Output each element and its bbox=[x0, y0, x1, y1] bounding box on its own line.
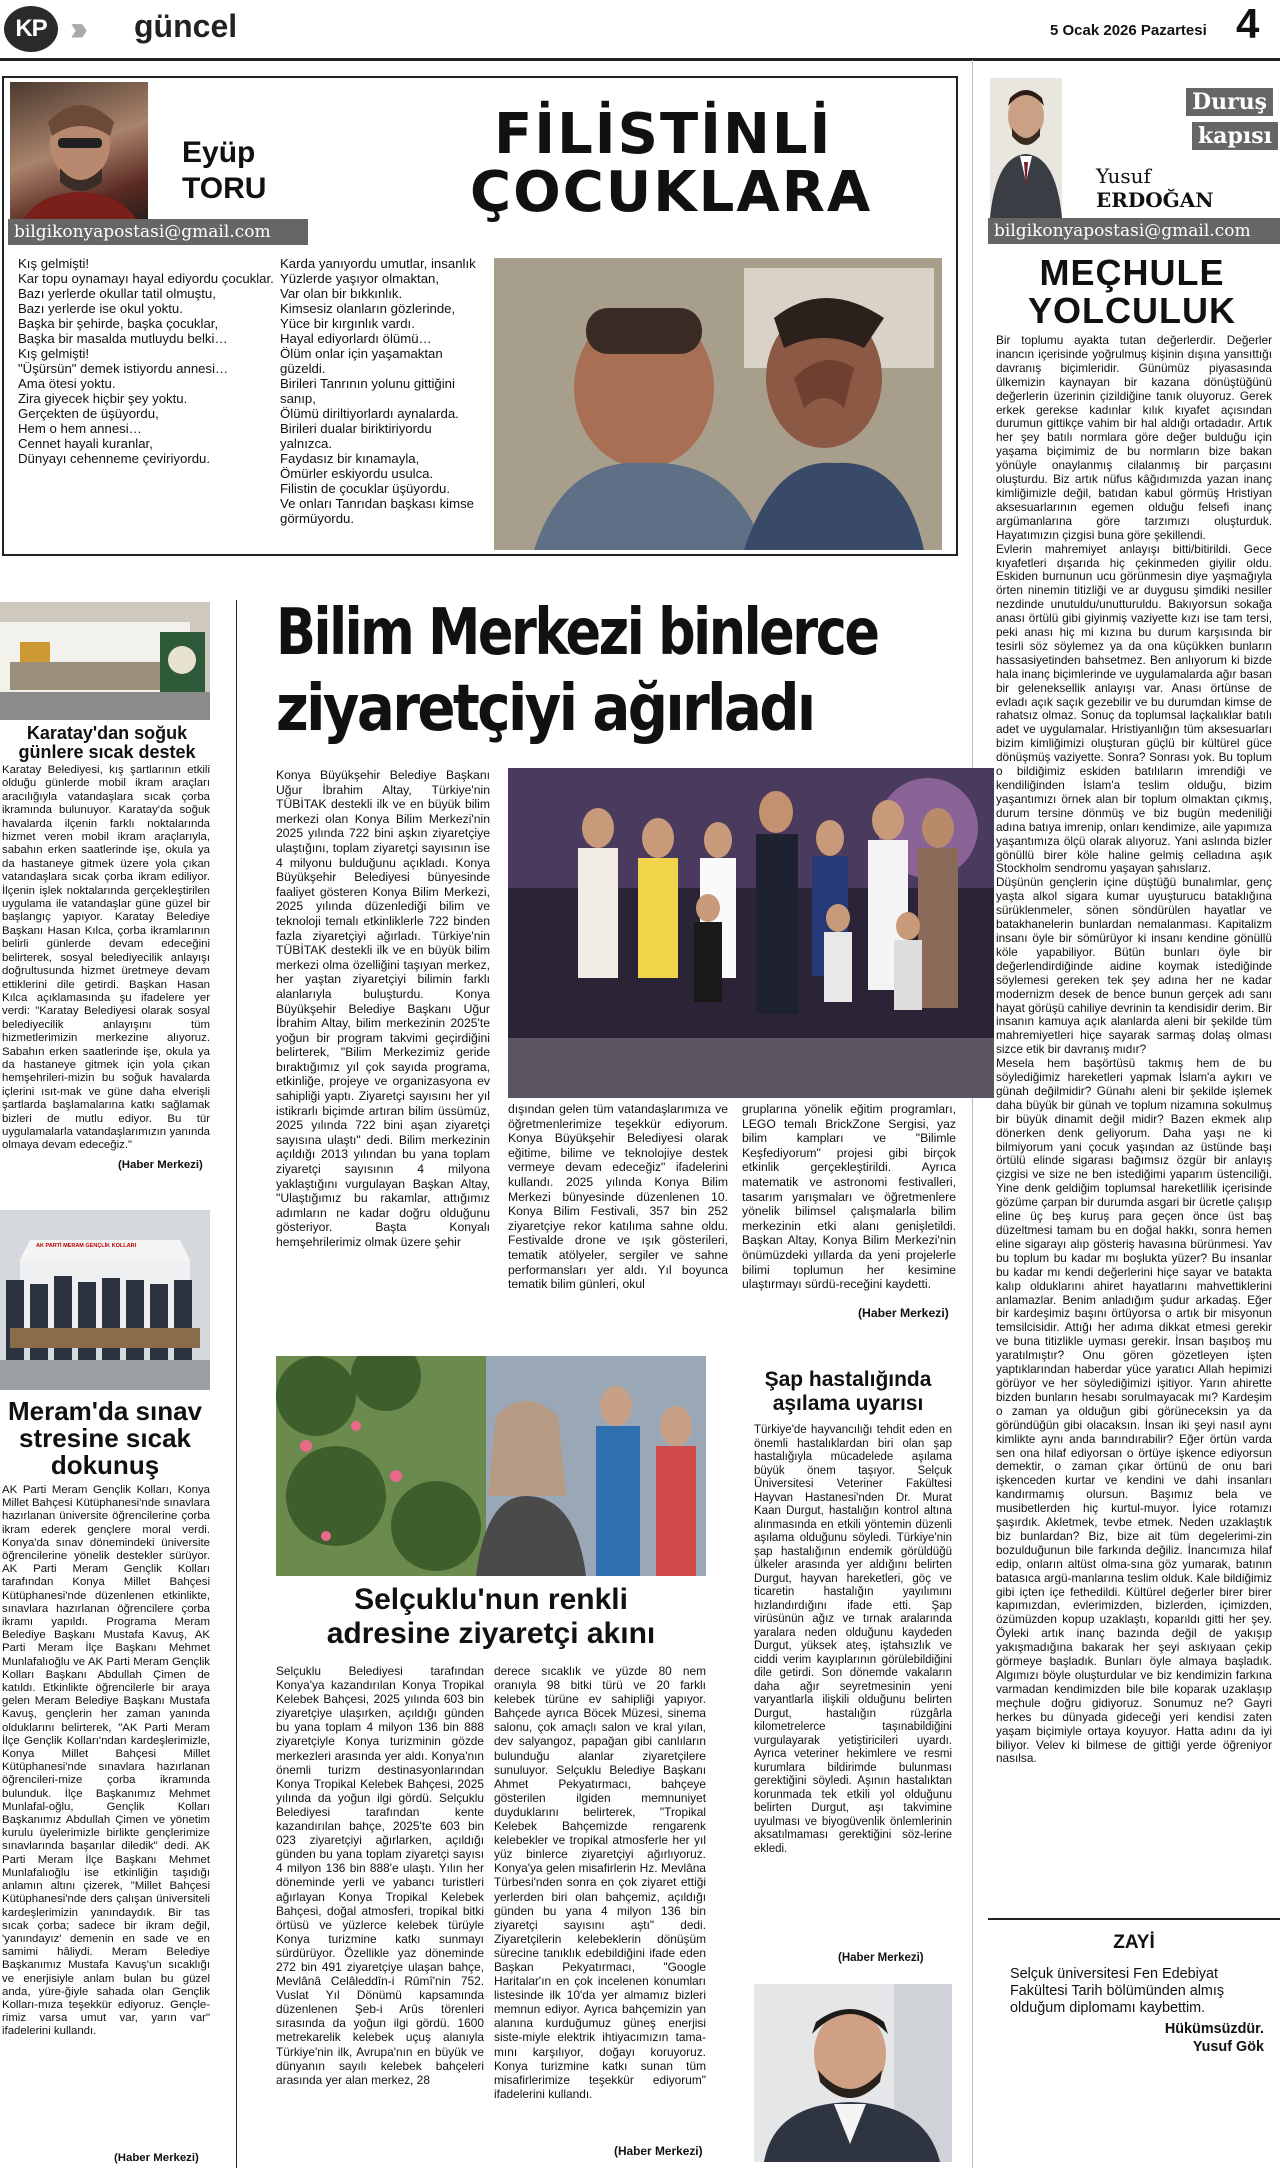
left-sidebar bbox=[0, 600, 214, 2168]
column-author-first: Yusuf bbox=[1096, 164, 1151, 188]
page-number: 4 bbox=[1236, 0, 1260, 47]
column-title-line2: YOLCULUK bbox=[1028, 290, 1236, 331]
kp-logo[interactable] bbox=[4, 6, 58, 52]
column-title-line1: MEÇHULE bbox=[1039, 252, 1225, 293]
column-tag-1: Duruş bbox=[1186, 88, 1273, 116]
selcuklu-column-2: derece sıcaklık ve yüzde 80 nem oranıyla 98 bitki türü ve 20 farklı kelebek türüne ev sahipliği yapıyor. Bahçede ayrıca Böcek Müzesi, sinema salonu, çok amaçlı salon ve kral yılan, dev salyangoz, papağan gibi canlıların bulunduğu alanlar ziyaretçilere sunuluyor. Selçuklu Belediye Başkanı Ahmet Pekyatırmacı, bahçeye gösterilen ilgiden memnuniyet duyduklarını belirterek, "Tropikal Kelebek Bahçemizde rengarenk kelebekler ve tropikal atmosferle her yıl yüz binlerce ziyaretçiyi ağırlıyoruz. Konya'ya gelen misafirlerin Hz. Mevlâna Türbesi'nden sonra en çok ziyaret ettiği yerlerden biri olan bahçemiz, açıldığı günden bu yana 4 milyon 136 bin ziyaretçi sayısını aştı" dedi. Ziyaretçilerin kelebeklerin dönüşüm sürecine tanıklık edebildiğini ifade eden Başkan Pekyatırmacı, "Google Haritalar'ın en çok incelenen konumları listesinde ilk 10'da yer almamız bizleri memnun ediyor. Ayrıca bahçemizin yan alanına kurduğumuz güneş enerjisi siste-miyle elektrik ihtiyacımızın tama-mını karşılıyor, doğayı koruyoruz. Konya turizmine katkı sunan tüm misafirlerimize teşekkür ediyorum" ifadelerini kullandı. bbox=[494, 1664, 706, 2101]
logo-text: KP bbox=[15, 15, 47, 42]
meram-title: Meram'da sınav stresine sıcak dokunuş bbox=[7, 1396, 203, 1480]
karatay-soup-photo bbox=[0, 602, 210, 720]
column-body: Bir toplumu ayakta tutan değerlerdir. Değerler inancın içerisinde yoğrulmuş kişinin dışına yansıttığı davranış biçimleridir. Günümüz piyasasında ülkemizin kaynayan bir kazana dönüştüğünü değerlerin üzerinin çizildiğine tanık oluyoruz. Gerek erkek gerekse kadınlar kılık kıyafet açısından durumun gittikçe vahim bir hal aldığı ortadadır. Artık her şey batılı normlara göre değer bulduğu için yaşama biçimimiz de bu normların bize bakan yönüyle onaylanmış cilalanmış bir parçasını oluşturdu. Biz artık nüfus kâğıdımızda yazan inanç kimliğimizle değil, batıdan kabul görmüş Hristiyan aksesuarlarının egemen olduğu felsefi inanç argümanlarına göre tarzımızı oluşturduk. Hayatımızın çizgisi buna göre şekillendi. Evlerin mahremiyet anlayışı bitti/bitirildi. Gece kıyafetleri dışarıda hiç çekinmeden giyilir oldu. Eskiden burnunun ucu görünmesin diye yaşmağıyla örten ninemin titizliği ve ar duygusu şimdiki nesiller nezdinde unutuldu/unutturuldu. Bakıyorsun sokağa anası örtülü gibi giyinmiş vaziyette kızı ise tam tersi, peki anası hiç mi kızına bu durum karşısında bir tesirli söz söylemez ya da ona küçükken bunların hassasiyetinden bahsetmez. Ben anlıyorum ki bizde hala inanç biçimlerinde ve uygulamalarda ağır basan bir geleneksellik anlayışı var. Anası örtünse de evladı açık saçık gezebilir ve bu durumdan kimse de rahatsız olmaz. Sonuç da toplumsal laçkalıklar batılı adet ve uygulamalar. Hristiyanlığın tüm aksesuarları bizim kimliğimizi oluşturan güçlü bir kültürel güce dönüşmüş vaziyette. Sonra? Sonrası yok. Bu toplum o bildiğimiz eskiden batılıların imrendiği ve kendiliğinden İslam'a teslim olduğu, bizim yaşantımızı örnek alan bir toplum olmaktan çıkmış, durum tersine dönmüş ve biz bugün medeniliği adına batıya imrenip, onları kendimize, aile yapımıza yaşantımıza ölçü olarak alıyoruz. Yani aslında bizler gönüllü birer köle haline gelmiş celladına aşık Stockholm sendromu yaşayan şahıslarız. Düşünün gençlerin içine düştüğü bunalımlar, genç yaşta alkol sigara kumar uyuşturucu bataklığına sürüklenmeler, sönen söndürülen hayatlar ve batakhanelerin bunlardan nemalanması. Kapitalizm insanı öyle bir sömürüyor ki insanı kendine gönüllü köle yapabiliyor. Bütün bunları öyle bir değerlendirdiğinde aidine koymak istediğinde söylemesi gereken tek şey adına her ne kadar modernizm desek de bence bunun gerçek adı sanı hayat görüşü cahiliye devrinin ta kendisidir derim. Bir insanın kamuya açık alanlarda aleni bir şekilde tüm mahremiyetleri hiçe sayarak sarmaş dolaş olması sizce etik bir davranış mıdır? Mesela hem başörtüsü takmış hem de bu söylediğimiz hareketleri yapmak İslam'a aykırı ve günah değilmidir? Günahı aleni bir şekilde işlemek daha büyük bir günah ve toplum nizamına sokulmuş bir büyük dinamit değil midir? Bazen ekmek alıp dönerken denk geliyorum. Daha yaşı ne ki bilmiyorum yani çocuk yaşından az üstünde başı örtülü elinde sigarası bağımsız özgür bir anlayış çizgisi ve size ne ben istediğimi yaparım üstenciliği. Yine denk geldiğim toplumsal hareketlilik içerisinde gözüme çarpan bir durumda asgari bir ücretle çalışıp eline üç beş kuruş para geçen önce üst baş düzeltmesi tamam bu en doğal hakkı, sonra hemen eline sigarayı alıp gösteriş havasına bürünmesi. Yav bu toplum bu kadar mı boşlukta yüzer? Bu insanlar bu kadar mı kendi değerlerini hiçe sayar ve batakta kalıp olduklarını ahiret hayatlarını mahvettiklerini anlamazlar. Benim anladığım şudur arkadaş. Eğer bir kardeşimiz başını örtüyorsa o artık bir misyonun temsilcisidir. Attığı her adıma dikkat etmesi gerekir ve buna titizlikle uyması gerekir. İnsan başıboş mu yaratılmıştır? Onu gören gözetleyen işten yaptıklarından haberdar yüce yaratıcı Allah hepimizi görüyor ve her söylediğimizi işitiyor. Yarın ahirette bizden bunların hesabı sorulmayacak mı? Kardeşim o zaman ya olduğun gibi görüneceksin ya da göründüğün gibi olacaksın. İnsan iki şeyi nasıl aynı kimlikte aynı anda barındırabilir? Eğer örtün varda sen ona hilaf ediyorsan o örtüye işkence ediyorsun demektir, o zaman çıkar örtünü de onu bari işkenceden kurtar ve kendini ve dahi insanları kandırmamış olursun. Başımız bela ve musibetlerden hiç kurtul-muyor. İyice rotamızı şaşırdık. Akletmek, tevbe etmek. Neden uzaklaştık biz bunlardan? Biz, bize ait tüm degelerimi-zin bozulduğunun bile farkında değiliz. İnancımıza hilaf edip, onların altüst olma-sına göz yumarak, batının batasıca argü-manlarına teslim olduk. Kale bildiğimiz gibi içten içe fethedildi. Kültürel değerler birer birer kapımızdan, evlerimizden, bizlerden, içimizden, özümüzden kopup uzaklaştı, koparıldı gitti her şey. Öyleki artık inanç bazında değil de yakışıp yakışmadığına bakarak her şeyi askıyaan çekip görmeye başladık. Bunları öyle almaya başladık. Algımızı böyle oluşturdular ve biz kendimizin farkına varmadan kendimizden bile bile koparak uzaklaşıp meçhule doğru gidiyoruz. Sonumuz ne? Gayri herkes bu dünyada gideceği yeri kendisi zaten yaşam biçimiyle ortaya koyuyor. Hatta adını da iyi biliyor. Velev ki bilmese de gittiği yerde öğreniyor nasılsa. bbox=[996, 334, 1272, 1766]
zayi-name: Yusuf Gök bbox=[1192, 2039, 1264, 2055]
crying-child-icon bbox=[494, 258, 942, 550]
bilim-column-3: gruplarına yönelik eğitim programları, LEGO temalı BrickZone Sergisi, yaz bilim kampları ve "Bilimle Keşfediyorum" projesi gibi birçok etkinlik gerçekleştirildi. Ayrıca matematik ve astronomi festivalleri, tasarım yarışmaları ve öğretmenlere yönelik bilimsel çalışmalarla bilim merkezinin etki alanı genişletildi. Başkan Altay, Konya Bilim Merkezi'nin önümüzdeki yıllarda da yeni projelerle bilimi toplumun her kesimine ulaştırmayı sürdü-receğini kaydetti. bbox=[742, 1102, 956, 1292]
bilim-group-photo bbox=[508, 768, 994, 1098]
author-photo-yusuf-erdogan bbox=[990, 78, 1062, 218]
portrait-icon bbox=[754, 1984, 952, 2162]
students-tent-icon bbox=[0, 1210, 210, 1390]
vet-doctor-photo bbox=[754, 1984, 952, 2162]
column-author-last: ERDOĞAN bbox=[1096, 188, 1214, 212]
meram-credit: (Haber Merkezi) bbox=[114, 2152, 199, 2164]
poem-column-2: Karda yanıyordu umutlar, insanlık Yüzlerde yaşıyor olmaktan, Var olan bir bıkkınlık. Kimsesiz olanların gözlerinde, Yüce bir kırgınlık vardı. Hayal ediyorlardı ölümü… Ölüm onlar için yaşamaktan güzeldi. Birileri Tanrının yolunu gittiğini sanıp, Ölümü diriltiyorlardı aynalarda. Birileri dualar biriktiriyordu yalnızca. Faydasız bir kınamayla, Ömürler eskiyordu usulca. Filistin de çocuklar üşüyordu. Ve onları Tanrıdan başkası kimse görmüyordu. bbox=[280, 256, 476, 526]
visitors-garden-icon bbox=[276, 1356, 706, 1576]
karatay-body: Karatay Belediyesi, kış şartlarının etkili olduğu günlerde mobil ikram araçları aracılığıyla vatandaşlara sıcak çorba ikramında bulunuyor. Karatay'da soğuk havalarda ilçenin farklı noktalarında hizmet veren mobil ikram araçlarıyla, sabahın erken saatlerinde işe, okula ya da hastaneye gitmek üzere yola çıkan vatandaşlara sıcak çorba ikram ediliyor. İlçenin işlek noktalarında gerçekleştirilen uygulama ile vatandaşlar güne güzel bir başlangıç yapıyor. Karatay Belediye Başkanı Hasan Kılca, çorba ikramlarının belirli günlerde devam edeceğini belirterek, sosyal belediyecilik anlayışı doğrultusunda hizmet üretmeye devam ettiklerini dile getirdi. Başkan Hasan Kılca açıklamasında şu ifadelere yer verdi: "Karatay Belediyesi olarak sosyal belediyecilik anlayışını tüm hizmetlerimizin merkezine alıyoruz. Sabahın erken saatlerinde işe, okula ya da hastaneye gitmek için yola çıkan hemşehrileri-mizin bu soğuk havalarda içlerini ısıt-mak ve güne daha elverişli şartlarda başlamalarına katkı sağlamak bizleri de mutlu ediyor. Bu tür uygulamalarla vatandaşlarımızın yanında olmaya devam edeceğiz." bbox=[2, 764, 210, 1152]
poem-box bbox=[2, 76, 958, 556]
column-divider-right bbox=[972, 60, 973, 2168]
poem-author-last: TORU bbox=[182, 172, 267, 205]
issue-date: 5 Ocak 2026 Pazartesi bbox=[1050, 22, 1207, 39]
selcuklu-title-line1: Selçuklu'nun renkli bbox=[354, 1583, 628, 1616]
bilim-column-2: dışından gelen tüm vatandaşlarımıza ve öğretmenlerimize teşekkür ediyorum. Konya Büyükşehir Belediyesi olarak eğitime, bilime ve teknolojiye destek vermeye devam edeceğiz" ifadelerini kullandı. 2025 yılında Konya Bilim Merkezi bünyesinde düzenlenen 10. Konya Bilim Festivali, 357 bin 252 ziyaretçiye rekor katılıma sahne oldu. Festivalde drone ve ışık gösterileri, tematik atölyeler, sergiler ve sahne performansları yer aldı. Yıl boyunca tematik bilim günleri, okul bbox=[508, 1102, 728, 1292]
poem-title-line1: FİLİSTİNLİ bbox=[494, 102, 833, 167]
header-divider bbox=[0, 58, 1280, 61]
sap-body: Türkiye'de hayvancılığı tehdit eden en önemli hastalıklardan biri olan şap hastalığıyla mücadelede aşılama büyük önem taşıyor. Selçuk Üniversitesi Veteriner Fakültesi Hayvan Hastanesi'nden Dr. Murat Kaan Durgut, hastalığın kontrol altına alınmasında en etkili yöntemin düzenli aşılama olduğunu söyledi. Türkiye'nin şap hastalığının endemik görüldüğü ülkeler arasında yer aldığını belirten Durgut, hayvan hareketleri, göç ve ticaretin hastalığın yayılımını hızlandırdığını ifade etti. Şap virüsünün ağız ve tırnak aralarında yaralara neden olduğunu kaydeden Durgut, yüksek ateş, iştahsızlık ve ciddi verim kayıplarının görülebildiğini dile getirdi. Son dönemde vakaların daha ağır seyretmesinin yeni varyantlarla ilişkili olduğunu belirten Durgut, hastalığın rüzgârla kilometrelerce taşınabildiğini vurgulayarak yetiştiricileri uyardı. Ayrıca veteriner hekimlere ve resmi kurumlara bildirimde bulunması gerektiğini söyledi. Aşının hastalıktan korunmada tek etkili yol olduğunu belirten Durgut, aşı takvimine uyulması ve biyogüvenlik önlemlerinin aksatılmaması gerektiğini söz-lerine ekledi. bbox=[754, 1424, 952, 1855]
portrait-icon bbox=[990, 78, 1062, 218]
bilim-column-1: Konya Büyükşehir Belediye Başkanı Uğur İbrahim Altay, Türkiye'nin TÜBİTAK destekli ilk ve en büyük bilim merkezi olan Konya Bilim Merkezi'nin 2025 yılında 722 bini aşkın ziyaretçiye ulaştığını, toplam ziyaretçi sayısının ise 4 milyonu bulduğunu açıkladı. Konya Büyükşehir Belediyesi bünyesinde faaliyet gösteren Konya Bilim Merkezi, 2025 yılında düzenlediği bilim ve teknoloji temalı etkinliklerle 722 binden fazla ziyaretçiyi ağırladı. Türkiye'nin TÜBİTAK destekli ilk ve en büyük bilim merkezi olma özelliğini taşıyan merkez, her yaştan ziyaretçiyi bilimin farklı alanlarıyla buluşturdu. Konya Büyükşehir Belediye Başkanı Uğur İbrahim Altay, bilim merkezinin 2025'te yoğun bir program takvimi geçirdiğini belirterek, "Bilim Merkezimiz geride bıraktığımız yıl çok sayıda programa, etkinliğe, projeye ve organizasyona ev sahipliği yaptı. Ziyaretçi sayısını her yıl istikrarlı biçimde artıran bilim üssümüz, 2025 yılında 722 bini aşan ziyaretçi sayısına ulaştı" dedi. Bilim merkezinin açıldığı 2013 yılından bu yana toplam ziyaretçi sayısının 4 milyona yaklaştığını vurgulayan Başkan Altay, "Ulaştığımız bu rakamlar, attığımız adımların ne kadar doğru olduğunu gösteriyor. Başta Konyalı hemşehrilerimiz olmak üzere şehir bbox=[276, 768, 490, 1249]
bilim-title-line2: ziyaretçiyi ağırladı bbox=[276, 672, 814, 746]
portrait-icon bbox=[10, 82, 148, 230]
column-tag-2: kapısı bbox=[1192, 122, 1278, 150]
bilim-credit: (Haber Merkezi) bbox=[858, 1306, 949, 1320]
butterfly-garden-photo bbox=[276, 1356, 706, 1576]
sap-title-line1: Şap hastalığında bbox=[764, 1368, 932, 1391]
selcuklu-column-1: Selçuklu Belediyesi tarafından Konya'ya kazandırılan Konya Tropikal Kelebek Bahçesi, 2025 yılında 603 bin ziyaretçiye ulaşırken, açıldığı günden bu yana toplam 4 milyon 136 bin 888 ziyaretçiyle Konya turizminin gözde merkezleri arasında yer aldı. Konya'nın önemli turizm destinasyonlarından Konya Tropikal Kelebek Bahçesi, 2025 yılında da yoğun ilgi gördü. Selçuklu Belediyesi tarafından kente kazandırılan bahçe, 2025'te 603 bin 023 ziyaretçiyi ağırlarken, açıldığı günden bu yana toplam ziyaretçi sayısı 4 milyon 136 bin 888'e ulaştı. Yılın her döneminde yerli ve yabancı turistleri ağırlayan Konya Tropikal Kelebek Bahçesi, doğal atmosferi, tropikal bitki örtüsü ve yüzlerce kelebek türüyle Konya turizmine katkı sunmayı sürdürüyor. Özellikle yaz döneminde 272 bin 491 ziyaretçiye ulaşan bahçe, Mevlânâ Celâleddîn-i Rûmî'nin 752. Vuslat Yıl Dönümü kapsamında düzenlenen Şeb-i Arûs törenleri sırasında da yoğun ilgi gördü. 1600 metrekarelik kelebek uçuş alanıyla Türkiye'nin ilk, Avrupa'nın en büyük ve dünyanın sayılı kelebek bahçeleri arasında yer alan merkez, 28 bbox=[276, 1664, 484, 2087]
author-photo-eyup-toru bbox=[10, 82, 148, 230]
poem-author-first: Eyüp bbox=[182, 136, 256, 169]
section-title: güncel bbox=[134, 8, 238, 44]
sap-credit: (Haber Merkezi) bbox=[838, 1952, 924, 1964]
chevrons-icon: ››› bbox=[70, 10, 80, 48]
zayi-body: Selçuk üniversitesi Fen Edebiyat Fakültesi Tarih bölümünden almış olduğum diplomamı kaybettim. bbox=[1010, 1966, 1225, 2016]
palestinian-children-photo bbox=[494, 258, 942, 550]
poem-column-1: Kış gelmişti! Kar topu oynamayı hayal ediyordu çocuklar. Bazı yerlerde okullar tatil olmuştu, Bazı yerlerde ise okul yoktu. Başka bir şehirde, başka çocuklar, Başka bir masalda mutluydu belki… Kış gelmişti! "Üşürsün" demek istiyordu annesi… Ama ötesi yoktu. Zira giyecek hiçbir şey yoktu. Gerçekten de üşüyordu, Hem o hem annesi… Cennet hayali kuranlar, Dünyayı cehenneme çeviriyordu. bbox=[18, 256, 274, 466]
bilim-title-line1: Bilim Merkezi binlerce bbox=[276, 596, 878, 670]
zayi-notice bbox=[988, 1918, 1280, 2164]
masthead bbox=[0, 0, 1280, 58]
poem-author-email[interactable]: bilgikonyapostasi@gmail.com bbox=[8, 219, 308, 245]
meram-event-photo bbox=[0, 1210, 210, 1390]
group-photo-icon bbox=[508, 768, 994, 1098]
zayi-verdict: Hükümsüzdür. bbox=[1164, 2021, 1264, 2037]
bilim-headline bbox=[276, 596, 966, 752]
poem-title-line2: ÇOCUKLARA bbox=[470, 160, 873, 225]
meram-body: AK Parti Meram Gençlik Kolları, Konya Millet Bahçesi Kütüphanesi'nde sınavlara hazırlanan üniversite öğrencilerine çorba ikram ederek gençlere moral verdi. Konya'da sınav dönemindeki üniversite öğrencilerine yönelik destekler sürüyor. AK Parti Meram Gençlik Kolları tarafından Konya Millet Bahçesi Kütüphanesi'nde düzenlenen etkinlikte, sınavlara hazırlanan öğrencilere çorba ikramı yapıldı. Programa Meram Belediye Başkanı Mustafa Kavuş, AK Parti Meram İlçe Başkanı Mehmet Munlafalıoğlu ve AK Parti Meram Gençlik Kolları Başkanı Abdullah Çimen de katıldı. Etkinlikte öğrencilerle bir araya gelen Meram Belediye Başkanı Mustafa Kavuş, gençlerin her zaman yanında olduklarını belirterek, "AK Parti Meram İlçe Gençlik Kolları'ndan kardeşlerimizle, Konya Millet Bahçesi Millet Kütüphanesi'nde sınavlara hazırlanan öğrencileri-mize çorba ikramında bulunduk. İlçe Başkanımız Mehmet Munlafal-oğlu, Gençlik Kolları Başkanımız Abdullah Çimen ve yönetim kurulu üyelerimizle birlikte gençlerimize sınavlarında başarılar diledik" dedi. AK Parti Meram İlçe Başkanı Mehmet Munlafalıoğlu ise etkinliğin taşıdığı anlamın altını çizerek, "Millet Bahçesi Kütüphanesi'nde ders çalışan üniversiteli kardeşlerimizin yanındaydık. Bir tas sıcak çorba; sadece bir ikram değil, 'yanındayız' demenin en sade ve en samimi hâliydi. Meram Belediye Başkanımız Mustafa Kavuş'un sıcaklığı ve enerjisiyle anlam bulan bu güzel anda, yüre-ğiyle sahada olan Gençlik Kolları-mıza teşekkür ediyoruz. Gençle-rimiz varsa umut var, yarın var" ifadelerini kullandı. bbox=[2, 1484, 210, 2038]
karatay-credit: (Haber Merkezi) bbox=[118, 1159, 203, 1171]
column-divider bbox=[236, 600, 237, 2168]
mobile-kitchen-icon bbox=[0, 602, 210, 720]
meram-banner: AK PARTİ MERAM GENÇLİK KOLLARI bbox=[36, 1243, 137, 1249]
column-author-email[interactable]: bilgikonyapostasi@gmail.com bbox=[988, 218, 1280, 244]
selcuklu-credit: (Haber Merkezi) bbox=[614, 2144, 703, 2158]
opinion-column bbox=[988, 76, 1280, 2168]
selcuklu-title-line2: adresine ziyaretçi akını bbox=[326, 1617, 656, 1650]
sap-title-line2: aşılama uyarısı bbox=[772, 1392, 924, 1415]
karatay-title: Karatay'dan soğuk günlere sıcak destek bbox=[18, 723, 196, 762]
sap-box bbox=[740, 1358, 956, 2168]
zayi-title: ZAYİ bbox=[1113, 1932, 1155, 1953]
